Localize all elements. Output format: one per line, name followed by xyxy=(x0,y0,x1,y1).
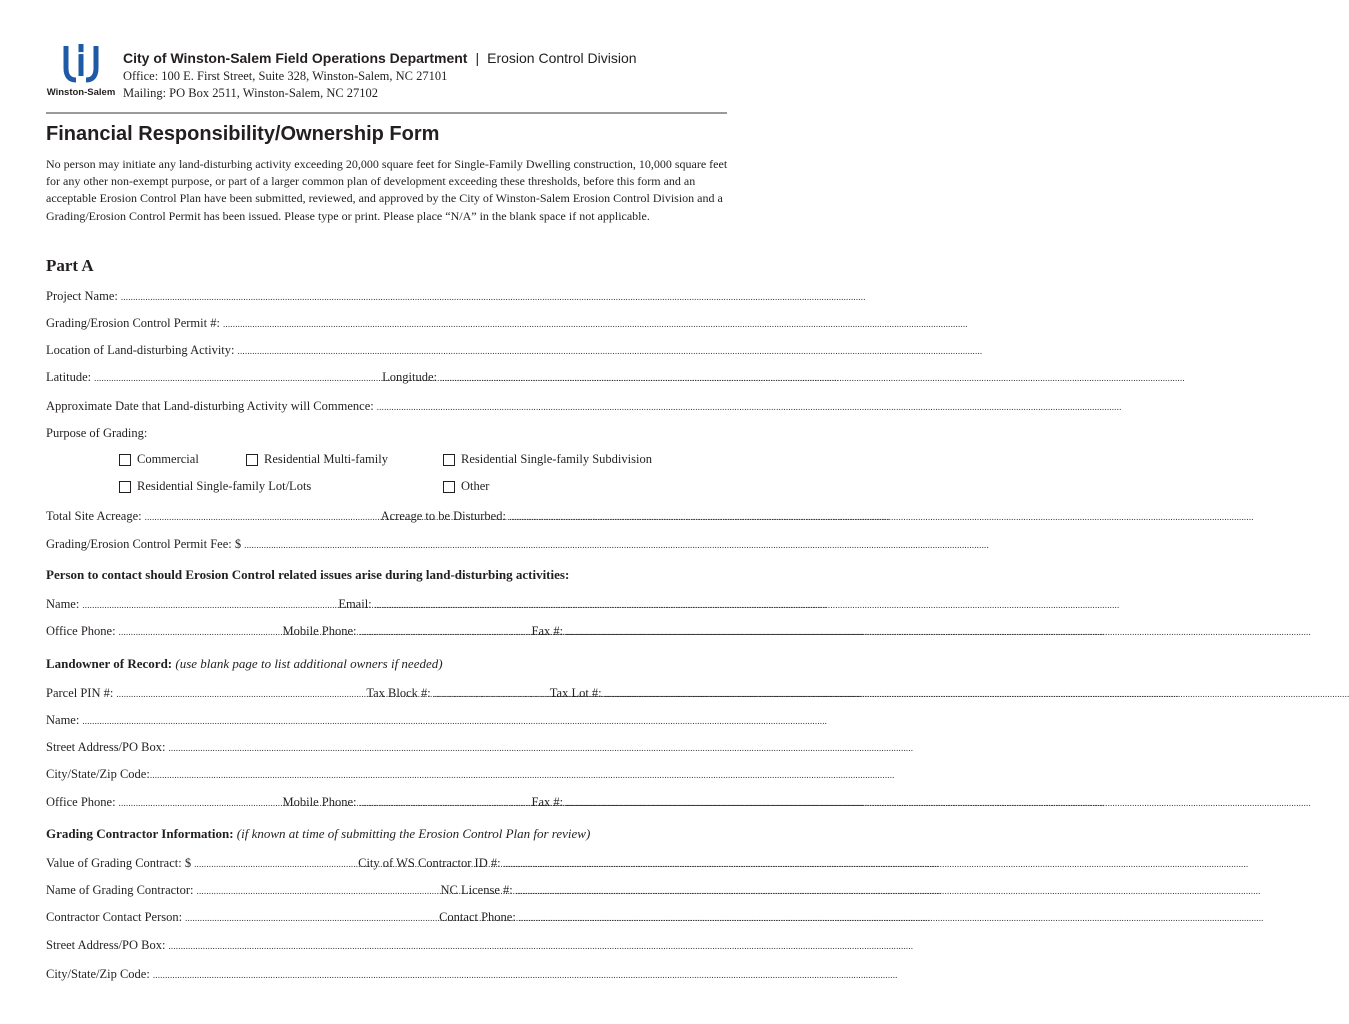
checkbox-multi-family-label: Residential Multi-family xyxy=(264,452,388,466)
tax-block-blank[interactable] xyxy=(434,688,538,701)
office-address: Office: 100 E. First Street, Suite 328, Winston-Salem, NC 27101 xyxy=(123,69,448,83)
department-name: City of Winston-Salem Field Operations Department xyxy=(123,50,468,66)
contact-office-phone-label: Office Phone: xyxy=(46,624,116,638)
parcel-pin-label: Parcel PIN #: xyxy=(46,686,114,700)
permit-fee-row xyxy=(46,534,718,552)
location-label: Location of Land-disturbing Activity: xyxy=(46,343,235,357)
landowner-phones-row xyxy=(46,792,718,810)
permit-number-field[interactable] xyxy=(46,313,718,331)
contact-mobile-phone-blank[interactable] xyxy=(360,626,522,639)
landowner-name-blank[interactable] xyxy=(82,715,827,728)
tax-lot-label: Tax Lot #: xyxy=(549,686,602,700)
landowner-office-phone-blank[interactable] xyxy=(119,797,275,810)
contractor-heading-text: Grading Contractor Information: xyxy=(46,826,234,841)
tax-block-label: Tax Block #: xyxy=(366,686,431,700)
landowner-name-label: Name: xyxy=(46,713,80,727)
landowner-city-blank[interactable] xyxy=(150,769,895,782)
contractor-street-blank[interactable] xyxy=(168,940,913,953)
header-divider xyxy=(46,112,727,114)
contract-value-label: Value of Grading Contract: $ xyxy=(46,856,192,870)
checkbox-other-label: Other xyxy=(461,479,490,493)
parcel-row xyxy=(46,683,718,701)
permit-fee-blank[interactable] xyxy=(244,539,348,552)
checkbox-commercial[interactable] xyxy=(119,452,199,467)
landowner-heading xyxy=(46,656,443,672)
checkbox-sf-lot-label: Residential Single-family Lot/Lots xyxy=(137,479,312,493)
checkbox-sf-subdivision[interactable] xyxy=(443,452,652,467)
permit-number-blank[interactable] xyxy=(223,318,968,331)
contact-fax-blank[interactable] xyxy=(566,626,1311,639)
contact-name-label: Name: xyxy=(46,597,80,611)
contractor-city-blank[interactable] xyxy=(153,969,898,982)
contractor-city-label: City/State/Zip Code: xyxy=(46,967,150,981)
city-id-blank[interactable] xyxy=(504,858,1249,871)
contact-heading-text: Person to contact should Erosion Control related issues arise during land-disturbing activities: xyxy=(46,567,570,582)
checkbox-box[interactable] xyxy=(443,481,455,493)
org-header xyxy=(123,50,637,66)
checkbox-box[interactable] xyxy=(119,481,131,493)
contract-value-blank[interactable] xyxy=(194,858,344,871)
form-title: Financial Responsibility/Ownership Form xyxy=(46,123,440,145)
checkbox-box[interactable] xyxy=(443,454,455,466)
lat-long-row xyxy=(46,367,718,385)
logo-wordmark: Winston-Salem xyxy=(46,87,116,98)
checkbox-commercial-label: Commercial xyxy=(137,452,199,466)
landowner-city-label: City/State/Zip Code: xyxy=(46,767,150,781)
checkbox-multi-family[interactable] xyxy=(246,452,388,467)
checkbox-other[interactable] xyxy=(443,479,489,494)
contractor-city-field[interactable] xyxy=(46,964,718,982)
contact-email-label: Email: xyxy=(338,597,372,611)
contact-phone-blank[interactable] xyxy=(519,912,1264,925)
checkbox-sf-lot[interactable] xyxy=(119,479,311,494)
landowner-note: (use blank page to list additional owners if needed) xyxy=(175,656,443,671)
landowner-fax-blank[interactable] xyxy=(566,797,1311,810)
nc-license-blank[interactable] xyxy=(516,885,1261,898)
contact-email-blank[interactable] xyxy=(375,599,1120,612)
contractor-name-blank[interactable] xyxy=(197,885,429,898)
permit-number-label: Grading/Erosion Control Permit #: xyxy=(46,316,220,330)
landowner-street-blank[interactable] xyxy=(168,742,913,755)
contact-name-blank[interactable] xyxy=(82,599,328,612)
project-name-field[interactable] xyxy=(46,286,718,304)
landowner-mobile-phone-blank[interactable] xyxy=(360,797,522,810)
contact-person-label: Contractor Contact Person: xyxy=(46,910,183,924)
mailing-address: Mailing: PO Box 2511, Winston-Salem, NC 27102 xyxy=(123,86,379,100)
contact-phone-label: Contact Phone: xyxy=(439,910,516,924)
acreage-disturbed-blank[interactable] xyxy=(509,511,1254,524)
contact-name-email-row xyxy=(46,594,718,612)
total-acreage-label: Total Site Acreage: xyxy=(46,509,142,523)
winston-salem-logo xyxy=(46,42,116,100)
contractor-street-field[interactable] xyxy=(46,935,718,953)
tax-lot-blank[interactable] xyxy=(605,688,1349,701)
landowner-street-field[interactable] xyxy=(46,737,718,755)
approx-date-field[interactable] xyxy=(46,396,718,414)
landowner-city-field[interactable] xyxy=(46,764,718,782)
latitude-blank[interactable] xyxy=(94,372,364,385)
project-name-blank[interactable] xyxy=(121,291,866,304)
location-blank[interactable] xyxy=(238,345,983,358)
checkbox-box[interactable] xyxy=(246,454,258,466)
contractor-name-label: Name of Grading Contractor: xyxy=(46,883,194,897)
contractor-heading xyxy=(46,826,590,842)
checkbox-box[interactable] xyxy=(119,454,131,466)
contact-phones-row xyxy=(46,621,718,639)
contractor-contact-row xyxy=(46,907,718,925)
contractor-note: (if known at time of submitting the Erosion Control Plan for review) xyxy=(236,826,591,841)
contact-mobile-phone-label: Mobile Phone: xyxy=(282,624,357,638)
acreage-disturbed-label: Acreage to be Disturbed: xyxy=(380,509,506,523)
approx-date-blank[interactable] xyxy=(377,401,1122,414)
project-name-label: Project Name: xyxy=(46,289,118,303)
landowner-street-label: Street Address/PO Box: xyxy=(46,740,166,754)
checkbox-sf-subdivision-label: Residential Single-family Subdivision xyxy=(461,452,652,466)
landowner-fax-label: Fax #: xyxy=(531,795,564,809)
landowner-mobile-phone-label: Mobile Phone: xyxy=(282,795,357,809)
longitude-blank[interactable] xyxy=(440,372,1185,385)
contact-heading xyxy=(46,567,569,583)
city-id-label: City of WS Contractor ID #: xyxy=(358,856,501,870)
longitude-label: Longitude: xyxy=(382,370,437,384)
acreage-row xyxy=(46,506,718,524)
purpose-row xyxy=(46,423,718,441)
header-separator: | xyxy=(475,50,480,66)
total-acreage-blank[interactable] xyxy=(145,511,307,524)
contact-fax-label: Fax #: xyxy=(531,624,564,638)
contractor-name-row xyxy=(46,880,718,898)
latitude-label: Latitude: xyxy=(46,370,92,384)
division-name: Erosion Control Division xyxy=(487,50,637,66)
approx-date-label: Approximate Date that Land-disturbing Activity will Commence: xyxy=(46,399,374,413)
location-field[interactable] xyxy=(46,340,718,358)
contact-person-blank[interactable] xyxy=(185,912,429,925)
part-a-heading: Part A xyxy=(46,256,94,275)
contractor-street-label: Street Address/PO Box: xyxy=(46,938,166,952)
contact-office-phone-blank[interactable] xyxy=(119,626,275,639)
nc-license-label: NC License #: xyxy=(440,883,513,897)
purpose-label: Purpose of Grading: xyxy=(46,426,148,440)
form-intro: No person may initiate any land-disturbing activity exceeding 20,000 square feet for Single-Family Dwelling construction, 10,000 square feet for any other non-exempt purpose, or part of a larger common plan of development exceeding these thresholds, before this form and an acceptable Erosion Control Plan have been submitted, reviewed, and approved by the City of Winston-Salem Erosion Control Division and a Grading/Erosion Control Permit has been issued. Please type or print. Please place “N/A” in the blank space if not applicable. xyxy=(46,157,728,223)
landowner-heading-text: Landowner of Record: xyxy=(46,656,173,671)
landowner-office-phone-label: Office Phone: xyxy=(46,795,116,809)
contract-value-row xyxy=(46,853,718,871)
parcel-pin-blank[interactable] xyxy=(116,688,354,701)
landowner-name-field[interactable] xyxy=(46,710,718,728)
permit-fee-label: Grading/Erosion Control Permit Fee: $ xyxy=(46,537,242,551)
